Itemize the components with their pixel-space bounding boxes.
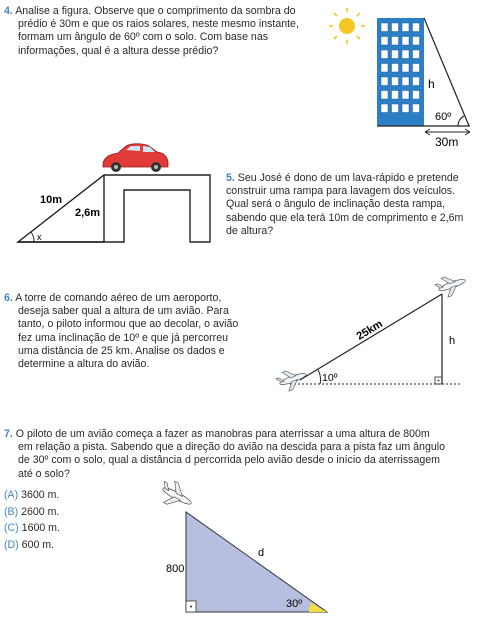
airplane-icon: [275, 365, 310, 394]
building-window: [402, 37, 409, 46]
question-number: 7.: [4, 428, 13, 440]
question-text-line: deseja saber qual a altura de um avião. Para: [18, 305, 229, 318]
question-text-line: uma distância de 25 km. Analise os dados e: [18, 344, 225, 357]
question-text-line: sabendo que ela terá 10m de comprimento e 2,6m: [226, 211, 464, 224]
angle-arc: [458, 116, 464, 126]
figure-landing-triangle: [155, 477, 327, 612]
building-window: [413, 104, 420, 113]
building-window: [413, 37, 420, 46]
label-angle: 10º: [322, 372, 338, 384]
question-text-line: A torre de comando aéreo de um aeroporto,: [15, 292, 222, 304]
label-angle: 30º: [286, 598, 303, 610]
sun-icon: [329, 8, 365, 44]
building-window: [402, 23, 409, 32]
building-window: [413, 64, 420, 73]
option-text: 1600 m.: [21, 522, 60, 534]
building-window: [402, 77, 409, 86]
building-window: [392, 91, 399, 100]
option-text: 2600 m.: [21, 505, 60, 518]
sun-ray-line: [424, 18, 469, 126]
question-text-line: construir uma rampa para lavagem dos veículos.: [226, 185, 456, 198]
label-shadow: 30m: [435, 135, 459, 149]
question-text-line: de altura?: [226, 224, 274, 237]
building-window: [381, 77, 388, 86]
option-letter: (A): [4, 489, 19, 501]
label-h: h: [428, 77, 435, 91]
label-h: h: [449, 335, 456, 347]
airplane-icon: [155, 477, 196, 514]
building-window: [392, 77, 399, 86]
question-text-line: Qual será o ângulo de inclinação desta rampa,: [226, 198, 446, 211]
question-text-line: Analise a figura. Observe que o comprimento da sombra do: [15, 5, 296, 17]
angle-arc: [318, 370, 320, 384]
building-window: [413, 77, 420, 86]
question-text-line: informações, qual é a altura desse prédio?: [18, 44, 219, 57]
question-text-line: prédio é 30m e que os raios solares, neste mesmo instante,: [18, 18, 299, 31]
label-length: 10m: [40, 194, 63, 206]
question-text-line: formam um ângulo de 60º com o solo. Com base nas: [18, 31, 269, 44]
question-text-line: fez uma inclinação de 10º e que já percorreu: [18, 331, 228, 344]
option-text: 600 m.: [21, 538, 55, 551]
building-window: [402, 50, 409, 59]
building-window: [381, 64, 388, 73]
question-text-line: determine a altura do avião.: [18, 358, 150, 371]
ramp-outline: [18, 175, 210, 242]
question-number: 5.: [226, 172, 235, 184]
label-d: d: [258, 547, 265, 559]
building-window: [392, 50, 399, 59]
building-window: [413, 23, 420, 32]
angle-highlight: [309, 603, 327, 612]
question-text-line: de 30º com o solo, qual a distância d percorrida pelo avião desde o início da aterrissagem: [18, 454, 440, 467]
building-window: [413, 91, 420, 100]
question-text-line: tanto, o piloto informou que ao decolar, o avião: [18, 318, 239, 331]
angle-arc: [31, 232, 34, 242]
building-window: [381, 91, 388, 100]
figure-building: [329, 8, 470, 149]
label-height: 800: [166, 563, 185, 575]
building-window: [392, 23, 399, 32]
question-text-line: em relação a pista. Sabendo que a direção do avião na descida para a pista faz um ângulo: [18, 441, 445, 454]
question-text-line: Seu José é dono de um lava-rápido e pretende: [237, 172, 459, 184]
question-number: 6.: [4, 292, 13, 304]
building-window: [402, 104, 409, 113]
question-text-line: até o solo?: [18, 467, 70, 480]
question-number: 4.: [4, 5, 13, 17]
building-window: [381, 104, 388, 113]
option-letter: (D): [4, 538, 19, 551]
building-window: [381, 37, 388, 46]
figure-airplane-climb: [275, 271, 469, 394]
building-window: [392, 104, 399, 113]
label-distance: 25km: [354, 317, 385, 343]
building-window: [381, 50, 388, 59]
building-window: [392, 37, 399, 46]
option-letter: (C): [4, 522, 19, 534]
question-text-line: O piloto de um avião começa a fazer as manobras para aterrissar a uma altura de 800m: [15, 428, 430, 440]
building-window: [381, 23, 388, 32]
flight-path-line: [300, 294, 442, 380]
building-window: [413, 50, 420, 59]
label-angle: 60º: [435, 111, 452, 123]
figure-ramp: [18, 144, 210, 242]
landing-triangle: [186, 512, 327, 612]
building-window: [392, 64, 399, 73]
building-window: [402, 64, 409, 73]
option-letter: (B): [4, 505, 19, 518]
car-icon: [103, 144, 168, 172]
building-window: [402, 91, 409, 100]
label-angle: x: [37, 232, 42, 242]
label-height: 2,6m: [75, 207, 101, 219]
option-text: 3600 m.: [21, 489, 60, 501]
